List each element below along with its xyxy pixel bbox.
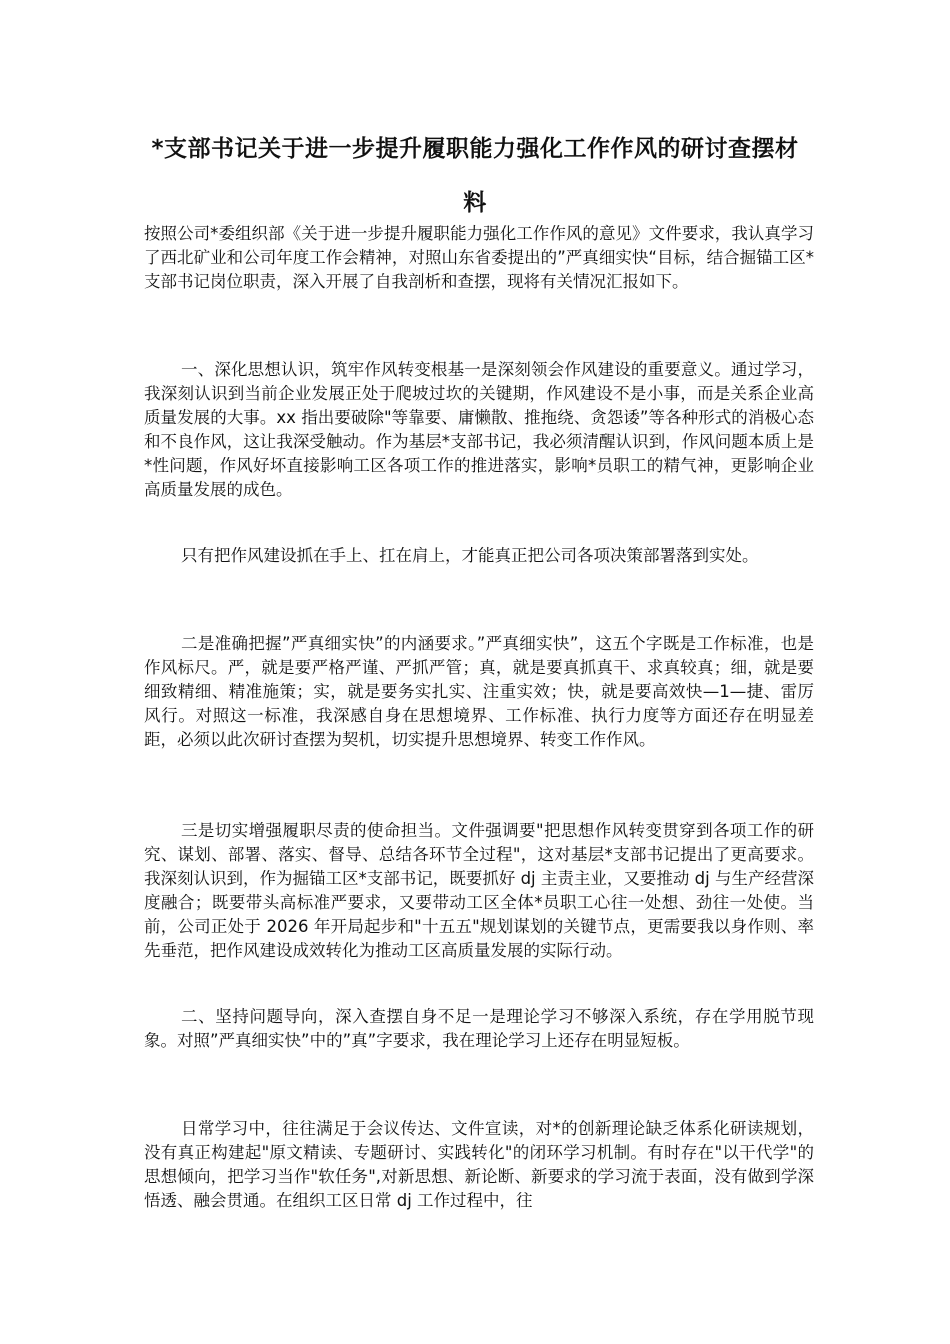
intro-paragraph: 按照公司*委组织部《关于进一步提升履职能力强化工作作风的意见》文件要求，我认真学习了西北矿业和公司年度工作会精神，对照山东省委提出的”严真细实快“目标，结合掘锚工区*支部书记岗位职责，深入开展了自我剖析和查摆，现将有关情况汇报如下。 <box>144 224 814 291</box>
body-paragraph: 三是切实增强履职尽责的使命担当。文件强调要"把思想作风转变贯穿到各项工作的研究、谋划、部署、落实、督导、总结各环节全过程"，这对基层*支部书记提出了更高要求。我深刻认识到，作为掘锚工区*支部书记，既要抓好 dj 主责主业，又要推动 dj 与生产经营深度融合；既要带头高标准严要求，又要带动工区全体*员职工心往一处想、劲往一处使。当前，公司正处于 2026 年开局起步和"十五五"规划谋划的关键节点，更需要我以身作则、率先垂范，把作风建设成效转化为推动工区高质量发展的实际行动。 <box>144 821 814 960</box>
body-paragraph: 只有把作风建设抓在手上、扛在肩上，才能真正把公司各项决策部署落到实处。 <box>181 546 759 565</box>
body-paragraph: 二是准确把握”严真细实快”的内涵要求。”严真细实快”，这五个字既是工作标准，也是作风标尺。严，就是要严格严谨、严抓严管；真，就是要真抓真干、求真较真；细，就是要细致精细、精准施策；实，就是要务实扎实、注重实效；快，就是要高效快—1—捷、雷厉风行。对照这一标准，我深感自身在思想境界、工作标准、执行力度等方面还存在明显差距，必须以此次研讨查摆为契机，切实提升思想境界、转变工作作风。 <box>144 634 814 749</box>
document-title: *支部书记关于进一步提升履职能力强化工作作风的研讨查摆材料 <box>151 136 799 216</box>
body-paragraph: 一、深化思想认识，筑牢作风转变根基一是深刻领会作风建设的重要意义。通过学习，我深刻认识到当前企业发展正处于爬坡过坎的关键期，作风建设不是小事，而是关系企业高质量发展的大事。xx 指出要破除"等靠要、庸懒散、推拖绕、贪怨诿”等各种形式的消极心态和不良作风，这让我深受触动。作为基层*支部书记，我必须清醒认识到，作风问题本质上是*性问题，作风好坏直接影响工区各项工作的推进落实，影响*员职工的精气神，更影响企业高质量发展的成色。 <box>144 360 814 499</box>
body-paragraph: 二、坚持问题导向，深入查摆自身不足一是理论学习不够深入系统，存在学用脱节现象。对照”严真细实快”中的”真”字要求，我在理论学习上还存在明显短板。 <box>144 1007 814 1050</box>
body-paragraph: 日常学习中，往往满足于会议传达、文件宣读，对*的创新理论缺乏体系化研读规划，没有真正构建起"原文精读、专题研讨、实践转化"的闭环学习机制。有时存在"以干代学"的思想倾向，把学习当作"软任务",对新思想、新论断、新要求的学习流于表面，没有做到学深悟透、融会贯通。在组织工区日常 dj 工作过程中，往 <box>144 1119 814 1210</box>
